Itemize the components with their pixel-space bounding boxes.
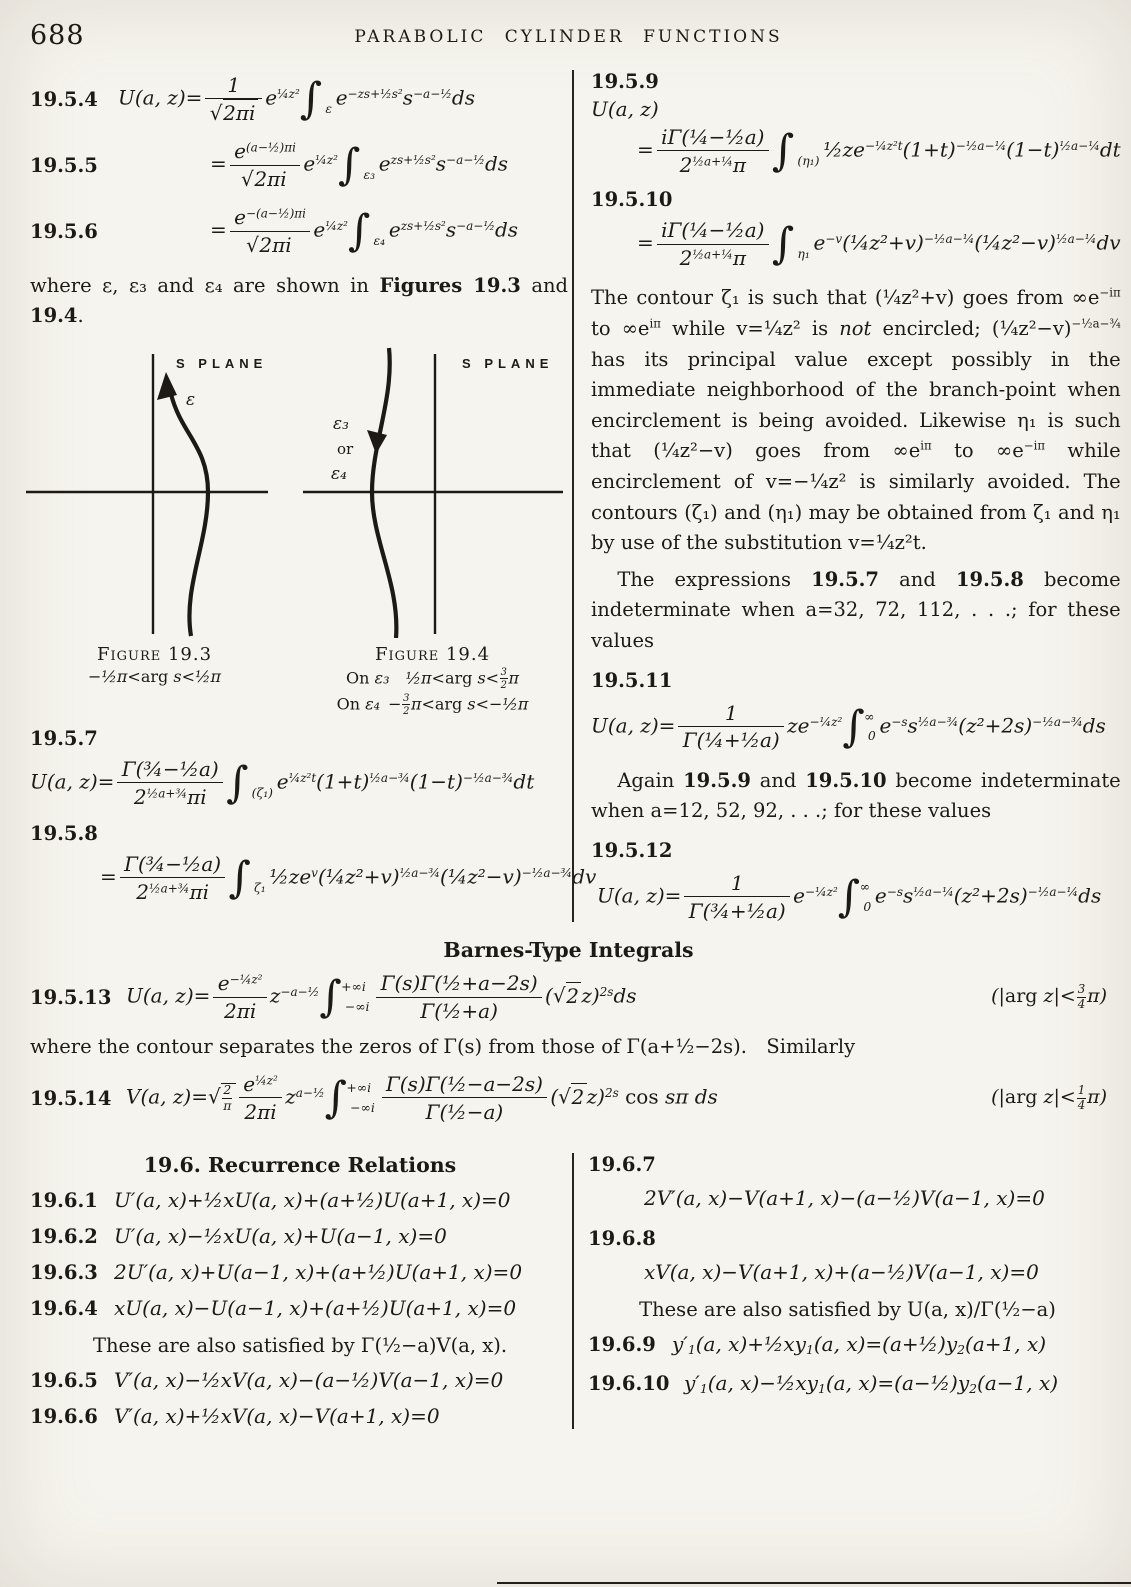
equation-math: V(a, z)=√ $\frac{2}{\pi}$ $\frac{e^{\frac{1}{4}z^2}}{2\pi i}$ $z^{a-\frac{1}{2}}\int$ +∞i −∞i $\frac{\text{Γ(s)Γ(½−a−2s)}}{\text{Γ(½−a)}}$ (√2 z)$^{2s}$ cos sπ ds [126, 1072, 718, 1124]
equation-label: 19.6.4 [30, 1297, 98, 1321]
equation-math: = $\frac{e^{-(a-\frac{1}{2})\pi i}}{√2\pi i}$ $e^{\frac{1}{4}z^2}\int$ ε₄ $e^{zs+\frac{1}{2}s^2}s^{-a-\frac{1}{2}}ds$ [210, 205, 519, 258]
page-number: 688 [30, 20, 85, 51]
equation-19-5-12 [591, 839, 1121, 922]
equation-label: 19.5.10 [591, 188, 673, 212]
recurrence-right-column [572, 1153, 1107, 1429]
equation-label: 19.6.5 [30, 1369, 98, 1393]
contour-description-paragraph: The contour ζ₁ is such that (¼z²+v) goes from $\infty e^{-i\pi}$ to $\infty e^{i\pi}$ while v=¼z² is not encircled; (¼z²−v)$^{-\frac{1}{2}a-\frac{3}{4}}$ has its principal value except possibly in the immediate neighborhood of the branch-point when encirclement is being avoided. Likewise η₁ is such that (¼z²−v) goes from $\infty e^{i\pi}$ to $\infty e^{-i\pi}$ while encirclement of v=−¼z² is similarly avoided. The contours (ζ₁) and (η₁) may be obtained from ζ₁ and η₁ by use of the substitution v=¼z²t. [591, 285, 1121, 555]
equation-math: U′(a, x)−½xU(a, x)+U(a−1, x)=0 [114, 1224, 447, 1249]
indeterminate-paragraph-2: Again 19.5.9 and 19.5.10 become indeterminate when a=12, 52, 92, . . .; for these values [591, 768, 1121, 823]
equation-math: = $\frac{\text{iΓ(¼−½a)}}{2^{\frac{1}{2}a+\frac{1}{4}}\pi}$ ∫ (η₁) $\frac{1}{2}ze^{-\frac{1}{4}z^2t}(1+t)^{-\frac{1}{2}a-\frac{1}{4}}(1-t)^{\frac{1}{2}a-\frac{1}{4}}dt$ [637, 125, 1121, 177]
equation-lhs: U(a, z) [591, 97, 659, 121]
equation-math: U(a, z)= $\frac{\text{Γ(¾−½a)}}{2^{\frac{1}{2}a+\frac{3}{4}}\pi i}$ ∫ (ζ₁) $e^{\frac{1}{4}z^2t}(1+t)^{\frac{1}{2}a-\frac{3}{4}}(1-t)^{-\frac{1}{2}a-\frac{3}{4}}dt$ [30, 756, 535, 809]
figure-19-4-range-e4: On ε₄ − $\frac{3}{2}$ π<arg s<−½π [336, 692, 529, 717]
figure-19-3-plot [26, 346, 284, 638]
equation-19-5-4 [30, 74, 568, 124]
equation-19-5-10 [591, 188, 1121, 269]
equation-19-5-14 [30, 1073, 1107, 1123]
also-satisfied-note-right: These are also satisfied by U(a, x)/Γ(½−a) [639, 1298, 1056, 1322]
contour-or-label: or [337, 439, 354, 458]
figures-row [26, 346, 568, 717]
barnes-heading: Barnes-Type Integrals [443, 938, 694, 963]
equation-label: 19.6.3 [30, 1261, 98, 1285]
figure-19-4-caption [297, 644, 568, 717]
equation-19-6-4 [30, 1296, 570, 1321]
indeterminate-paragraph-1: The expressions 19.5.7 and 19.5.8 become indeterminate when a=32, 72, 112, . . .; for these values [591, 567, 1121, 653]
equation-label: 19.6.2 [30, 1225, 98, 1249]
running-title: PARABOLIC CYLINDER FUNCTIONS [354, 27, 783, 47]
equation-math: V′(a, x)−½xV(a, x)−(a−½)V(a−1, x)=0 [114, 1368, 504, 1393]
equation-19-5-13 [30, 972, 1107, 1022]
equation-math: U(a, z)= $\frac{1}{\text{Γ(¼+½a)}}$ $ze^{-\frac{1}{4}z^2}\int$ ∞ 0 $e^{-s}s^{\frac{1}{2}a-\frac{3}{4}}(z^2+2s)^{-\frac{1}{2}a-\frac{3}{4}}ds$ [591, 700, 1106, 753]
equation-math: 2U′(a, x)+U(a−1, x)+(a+½)U(a+1, x)=0 [114, 1260, 523, 1285]
equation-label: 19.5.5 [30, 153, 98, 177]
figure-19-3-range: −½π<arg s<½π [88, 666, 222, 686]
equation-math: = $\frac{\text{Γ(¾−½a)}}{2^{\frac{1}{2}a+\frac{3}{4}}\pi i}$ ∫ ζ₁ $\frac{1}{2}ze^v(\frac{1}{4}z^2+v)^{\frac{1}{2}a-\frac{3}{4}}(\frac{1}{4}z^2-v)^{-\frac{1}{2}a-\frac{3}{4}}dv$ [100, 852, 597, 904]
equation-label: 19.6.1 [30, 1189, 98, 1213]
equation-label: 19.5.14 [30, 1086, 112, 1110]
equation-19-5-11 [591, 669, 1121, 752]
figure-19-4-plot [297, 346, 569, 638]
contour-epsilon-arrowhead [157, 372, 177, 400]
where-contour-text: where the contour separates the zeros of Γ(s) from those of Γ(a+½−2s). Similarly [30, 1035, 856, 1059]
left-column [30, 70, 597, 922]
contour-epsilon34-arrowhead [367, 430, 387, 454]
equation-math: 2V′(a, x)−V(a+1, x)−(a−½)V(a−1, x)=0 [644, 1186, 1045, 1211]
figure-19-3-canvas [26, 346, 283, 638]
equation-19-6-2 [30, 1224, 570, 1249]
s-plane-label: S PLANE [176, 355, 268, 371]
contour-epsilon4-label: ε₄ [331, 463, 347, 484]
equation-19-6-3 [30, 1260, 570, 1285]
equation-label: 19.5.13 [30, 985, 112, 1009]
equation-19-6-7 [588, 1153, 1107, 1211]
equation-label: 19.6.9 [588, 1333, 656, 1357]
equation-label: 19.5.4 [30, 87, 98, 111]
equation-19-6-6 [30, 1404, 570, 1429]
contour-epsilon-label: ε [186, 389, 196, 410]
equation-math: xU(a, x)−U(a−1, x)+(a+½)U(a+1, x)=0 [114, 1296, 517, 1321]
figure-19-4-canvas [297, 346, 568, 638]
also-satisfied-note-left: These are also satisfied by Γ(½−a)V(a, x). [92, 1334, 508, 1358]
equation-math: V′(a, x)+½xV(a, x)−V(a+1, x)=0 [114, 1404, 440, 1429]
equation-19-6-9 [588, 1332, 1107, 1357]
equation-math: xV(a, x)−V(a+1, x)+(a−½)V(a−1, x)=0 [644, 1260, 1039, 1285]
equation-math: $y'_1(a$, $x)+\frac{1}{2}xy_1(a$, $x)=(a+\frac{1}{2})y_2(a+1$, x) [672, 1332, 1047, 1358]
equation-label: 19.6.7 [588, 1153, 656, 1177]
equation-math: U(a, z)= $\frac{1}{√2\pi i}$ $e^{\frac{1}{4}z^2}\int$ ε $e^{-zs+\frac{1}{2}s^2}s^{-a-\frac{1}{2}}ds$ [118, 73, 475, 125]
equation-label: 19.5.8 [30, 822, 98, 846]
validity-condition: (|arg z|< $\frac{3}{4}$ π) [991, 982, 1107, 1012]
where-figures-text: where ε, ε₃ and ε₄ are shown in Figures 19.3 and 19.4. [30, 273, 568, 328]
contour-epsilon-path [171, 389, 208, 636]
equation-19-5-7 [30, 727, 568, 808]
equation-19-5-8 [30, 822, 597, 904]
validity-condition: (|arg z|< $\frac{1}{4}$ π) [991, 1082, 1107, 1113]
figure-19-4-range-e3: On ε₃ ½π<arg s< $\frac{3}{2}$ π [346, 666, 520, 691]
s-plane-label: S PLANE [462, 355, 554, 371]
page-header [30, 20, 1107, 60]
equation-math: U(a, z)= $\frac{1}{\text{Γ(¾+½a)}}$ $e^{-\frac{1}{4}z^2}\int$ ∞ 0 $e^{-s}s^{\frac{1}{2}a-\frac{1}{4}}(z^2+2s)^{-\frac{1}{2}a-\frac{1}{4}}ds$ [597, 871, 1102, 923]
figure-19-4 [297, 346, 568, 717]
bottom-rule [497, 1582, 1131, 1584]
equation-math: = $\frac{e^{(a-\frac{1}{2})\pi i}}{√2\pi i}$ $e^{\frac{1}{4}z^2}\int$ ε₃ $e^{zs+\frac{1}{2}s^2}s^{-a-\frac{1}{2}}ds$ [210, 139, 509, 191]
figure-19-3 [26, 346, 283, 717]
equation-math: U′(a, x)+½xU(a, x)+(a+½)U(a+1, x)=0 [114, 1188, 511, 1213]
recurrence-left-column [30, 1153, 572, 1429]
equation-label: 19.5.7 [30, 726, 98, 750]
right-column [572, 70, 1121, 922]
equation-19-6-8 [588, 1227, 1107, 1285]
equation-label: 19.5.12 [591, 839, 673, 863]
equation-math: $y'_1(a$, $x)-\frac{1}{2}xy_1(a$, $x)=(a-\frac{1}{2})y_2(a-1$, x) [684, 1371, 1059, 1397]
figure-19-4-title: Figure 19.4 [374, 643, 491, 665]
figure-19-3-caption [26, 644, 283, 687]
equation-19-5-5 [30, 140, 568, 190]
equation-label: 19.6.6 [30, 1405, 98, 1429]
equation-label: 19.5.9 [591, 70, 659, 93]
equation-19-6-1 [30, 1188, 570, 1213]
barnes-type-integrals-section [30, 938, 1107, 1123]
contour-epsilon3-label: ε₃ [333, 413, 349, 434]
figure-19-3-title: Figure 19.3 [96, 643, 213, 665]
equation-19-6-5 [30, 1368, 570, 1393]
equation-label: 19.5.11 [591, 668, 673, 692]
equation-19-5-9 [591, 70, 1121, 176]
equation-label: 19.6.8 [588, 1227, 656, 1251]
equation-label: 19.6.10 [588, 1372, 670, 1396]
equation-19-5-6 [30, 206, 568, 256]
recurrence-heading: 19.6. Recurrence Relations [143, 1153, 457, 1178]
equation-label: 19.5.6 [30, 219, 98, 243]
equation-19-6-10 [588, 1371, 1107, 1396]
equation-math: U(a, z)= $\frac{e^{-\frac{1}{4}z^2}}{2\pi i}$ $z^{-a-\frac{1}{2}}\int$ +∞i −∞i $\frac{\text{Γ(s)Γ(½+a−2s)}}{\text{Γ(½+a)}}$ (√2 z)$^{2s}$ds [126, 971, 637, 1023]
equation-math: = $\frac{\text{iΓ(¼−½a)}}{2^{\frac{1}{2}a+\frac{1}{4}}\pi}$ ∫ η₁ $e^{-v}(\frac{1}{4}z^2+v)^{-\frac{1}{2}a-\frac{1}{4}}(\frac{1}{4}z^2-v)^{\frac{1}{2}a-\frac{1}{4}}dv$ [637, 218, 1121, 270]
